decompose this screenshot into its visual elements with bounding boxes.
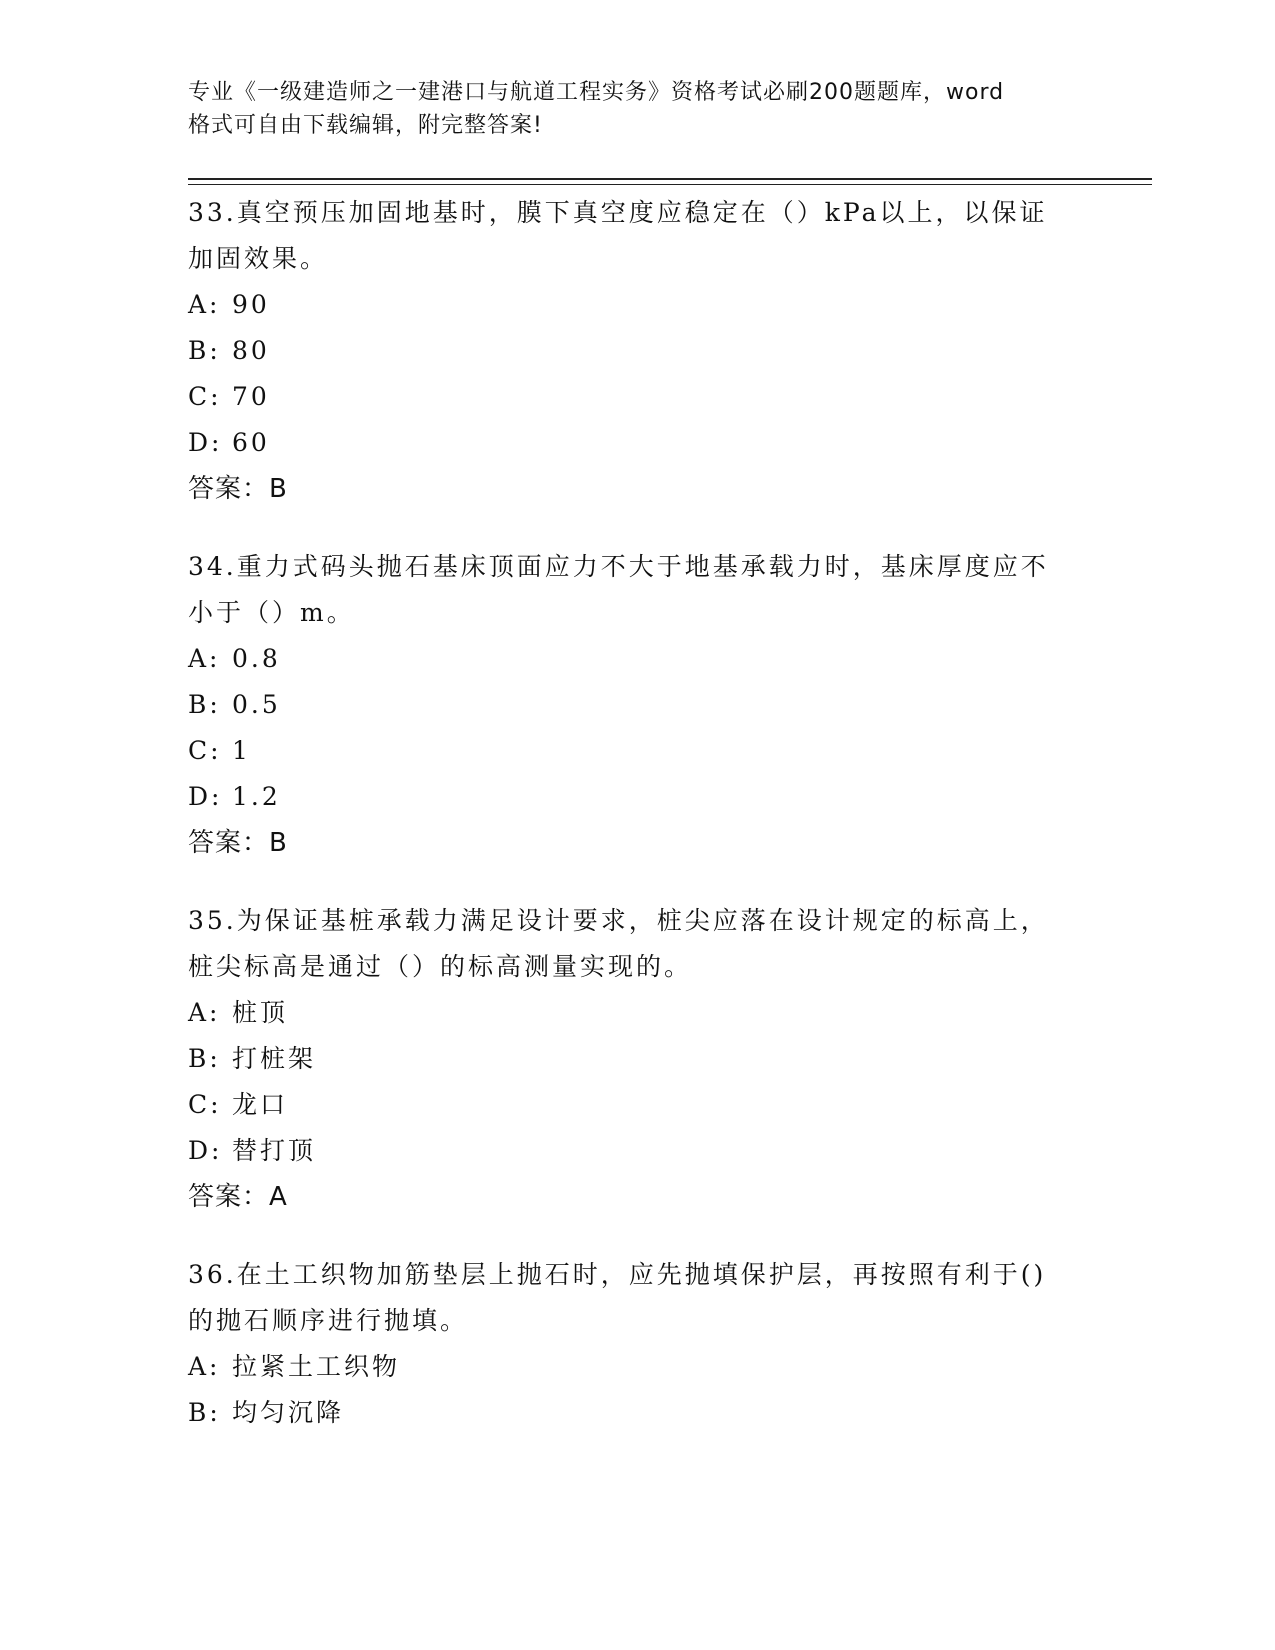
question-text-line-2: 桩尖标高是通过（）的标高测量实现的。 bbox=[188, 952, 693, 981]
question-text-line-2: 小于（）m。 bbox=[188, 598, 355, 627]
question-34 bbox=[188, 544, 1088, 866]
option-a: A: 拉紧土工织物 bbox=[188, 1352, 401, 1381]
header-divider-thick bbox=[188, 178, 1152, 180]
question-text-line-1: 34.重力式码头抛石基床顶面应力不大于地基承载力时，基床厚度应不 bbox=[188, 552, 1049, 581]
option-b: B: 打桩架 bbox=[188, 1044, 317, 1073]
option-b: B: 0.5 bbox=[188, 690, 281, 719]
question-36 bbox=[188, 1252, 1088, 1436]
question-text-line-2: 加固效果。 bbox=[188, 244, 329, 273]
question-text-line-1: 36.在土工织物加筋垫层上抛石时，应先抛填保护层，再按照有利于() bbox=[188, 1260, 1047, 1289]
question-33 bbox=[188, 190, 1088, 512]
option-c: C: 龙口 bbox=[188, 1090, 289, 1119]
option-a: A: 桩顶 bbox=[188, 998, 289, 1027]
question-35 bbox=[188, 898, 1088, 1220]
option-a: A: 0.8 bbox=[188, 644, 281, 673]
option-d: D: 替打顶 bbox=[188, 1136, 317, 1165]
option-b: B: 均匀沉降 bbox=[188, 1398, 345, 1427]
option-c: C: 1 bbox=[188, 736, 251, 765]
answer: 答案：B bbox=[188, 828, 288, 858]
document-header bbox=[188, 76, 1088, 142]
answer: 答案：A bbox=[188, 1182, 288, 1212]
option-d: D: 60 bbox=[188, 428, 270, 457]
question-text-line-2: 的抛石顺序进行抛填。 bbox=[188, 1306, 469, 1335]
question-text-line-1: 35.为保证基桩承载力满足设计要求，桩尖应落在设计规定的标高上， bbox=[188, 906, 1049, 935]
answer: 答案：B bbox=[188, 474, 288, 504]
header-line-2: 格式可自由下载编辑，附完整答案! bbox=[188, 113, 543, 138]
option-b: B: 80 bbox=[188, 336, 270, 365]
question-text-line-1: 33.真空预压加固地基时，膜下真空度应稳定在（）kPa以上，以保证 bbox=[188, 198, 1048, 227]
header-divider-thin bbox=[188, 184, 1152, 185]
option-c: C: 70 bbox=[188, 382, 270, 411]
option-d: D: 1.2 bbox=[188, 782, 281, 811]
option-a: A: 90 bbox=[188, 290, 270, 319]
header-line-1: 专业《一级建造师之一建港口与航道工程实务》资格考试必刷200题题库，word bbox=[188, 80, 1005, 105]
